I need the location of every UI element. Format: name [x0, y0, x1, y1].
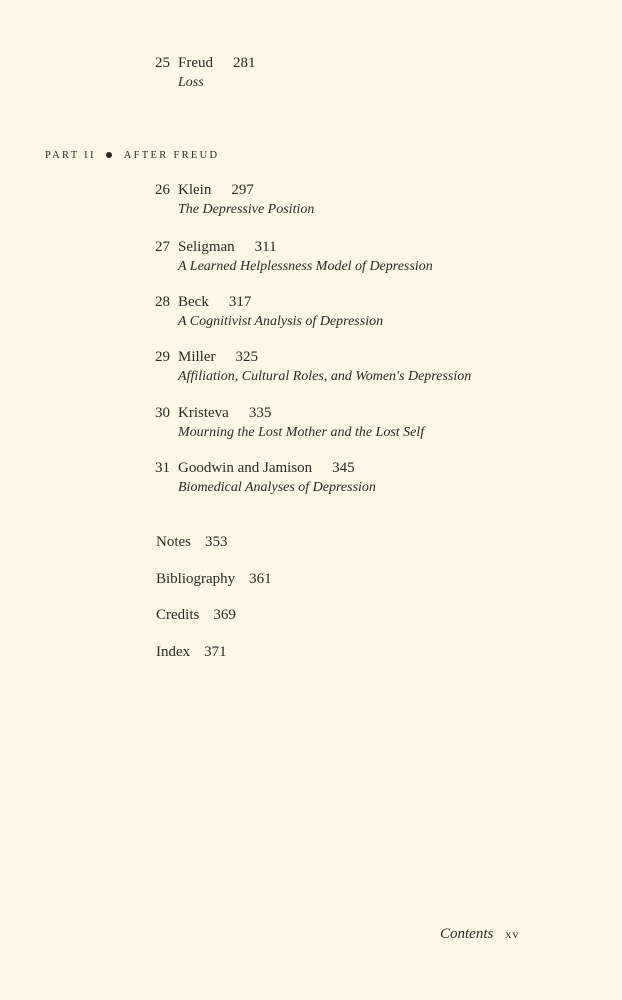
page-number: 297 — [231, 182, 254, 198]
section-name: Credits — [156, 607, 200, 623]
folio: xv — [505, 927, 520, 941]
running-head: Contents — [440, 926, 494, 942]
section-name: Notes — [156, 534, 191, 550]
chapter-number: 27 — [155, 239, 170, 255]
chapter-number: 25 — [155, 55, 170, 71]
page-number: 371 — [204, 644, 227, 660]
chapter-subtitle: Mourning the Lost Mother and the Lost Self — [178, 425, 425, 440]
chapter-subtitle: A Cognitivist Analysis of Depression — [178, 314, 384, 329]
page-number: 369 — [213, 607, 236, 623]
part-heading — [45, 150, 219, 161]
page-number: 345 — [332, 460, 355, 476]
toc-entry-25[interactable] — [155, 54, 256, 92]
chapter-name: Seligman — [178, 239, 235, 255]
page-number: 353 — [205, 534, 228, 550]
chapter-subtitle: Loss — [178, 75, 204, 90]
page-number: 311 — [254, 239, 277, 255]
page-number: 281 — [233, 55, 256, 71]
chapter-name: Kristeva — [178, 405, 229, 421]
chapter-number: 31 — [155, 460, 170, 476]
bullet-icon — [106, 152, 112, 158]
chapter-name: Freud — [178, 55, 213, 71]
section-name: Index — [156, 644, 191, 660]
page-number: 317 — [228, 294, 252, 310]
toc-entry-29[interactable] — [155, 348, 471, 386]
toc-entry-28[interactable] — [155, 293, 383, 331]
chapter-name: Klein — [178, 182, 212, 198]
chapter-subtitle: The Depressive Position — [178, 202, 315, 217]
toc-entry-31[interactable] — [155, 459, 376, 497]
chapter-subtitle: A Learned Helplessness Model of Depression — [178, 259, 433, 274]
chapter-name: Goodwin and Jamison — [178, 460, 313, 476]
toc-entry-26[interactable] — [155, 181, 314, 219]
chapter-number: 26 — [155, 182, 170, 198]
page-number: 361 — [249, 571, 272, 587]
toc-credits[interactable] — [156, 606, 236, 625]
chapter-name: Beck — [178, 294, 209, 310]
chapter-number: 28 — [155, 294, 170, 310]
chapter-name: Miller — [178, 349, 216, 365]
toc-notes[interactable] — [156, 533, 228, 552]
section-name: Bibliography — [156, 571, 236, 587]
chapter-subtitle: Biomedical Analyses of Depression — [178, 480, 376, 495]
page-footer — [440, 926, 519, 943]
page-number: 335 — [248, 405, 272, 421]
chapter-subtitle: Affiliation, Cultural Roles, and Women's Depression — [178, 369, 472, 384]
chapter-number: 29 — [155, 349, 170, 365]
toc-index[interactable] — [156, 643, 227, 662]
toc-entry-30[interactable] — [155, 404, 424, 442]
part-title: AFTER FREUD — [123, 150, 220, 161]
toc-entry-27[interactable] — [155, 238, 433, 276]
chapter-number: 30 — [155, 405, 170, 421]
part-label: PART II — [45, 150, 96, 161]
page-number: 325 — [235, 349, 258, 365]
toc-bibliography[interactable] — [156, 570, 272, 589]
